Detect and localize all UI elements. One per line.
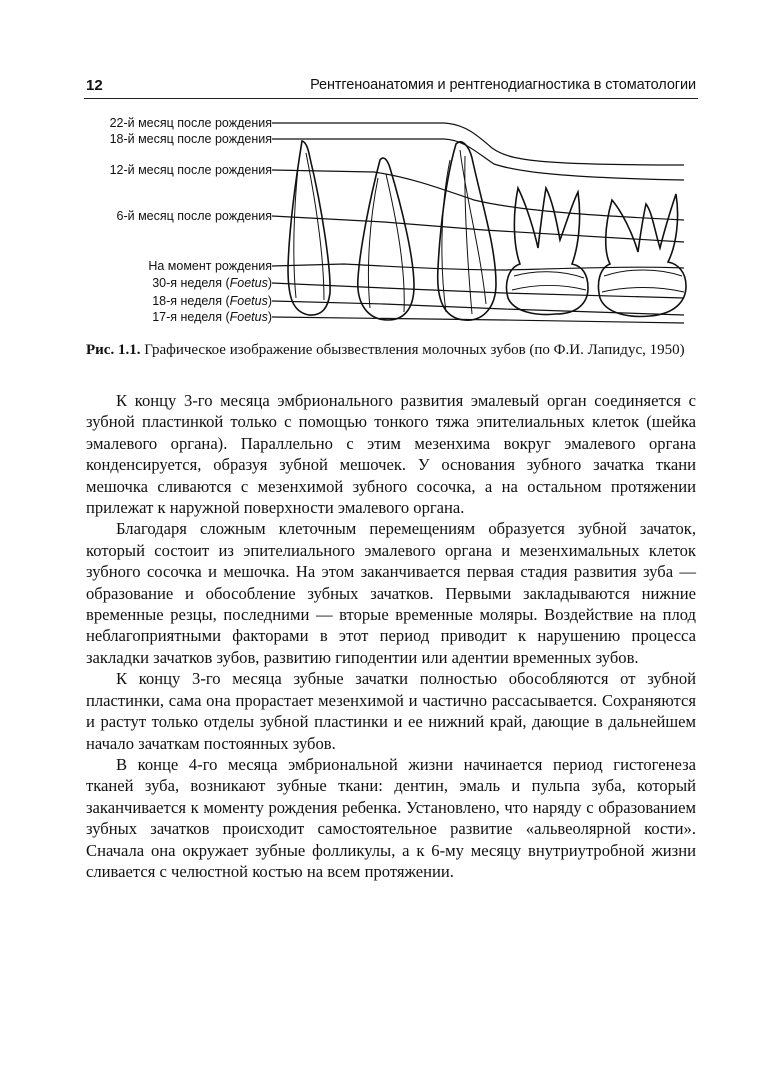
stage-label-birth: На момент рождения [148,259,272,273]
paragraph: К концу 3-го месяца зубные зачатки полностью обособляются от зубной пластинки, сама она прорастает мезенхимой и частично рассасывается. Сохраняются и растут только отделы зубной пластинки и ее нижний край, дающие в дальнейшем начало зачаткам постоянных зубов. [86,669,696,753]
paragraph: В конце 4-го месяца эмбриональной жизни начинается период гистогенеза тканей зуба, возникают зубные ткани: дентин, эмаль и пульпа зуба, который заканчивается к моменту рождения ребенка. Установлено, что наряду с образованием зубных зачатков происходит самостоятельное развитие «альвеолярной кости». Сначала она окружает зубные фолликулы, а к 6-му месяцу внутриутробной жизни сливается с челюстной костью на всем протяжении. [86,754,696,881]
stage-line-30-weeks [272,283,684,298]
calcification-diagram [84,108,704,336]
stage-label-6-months: 6-й месяц после рождения [116,209,272,223]
figure-caption [86,340,698,361]
running-title: Рентгеноанатомия и рентгенодиагностика в стоматологии [310,77,696,93]
stage-line-6-months [272,216,684,242]
central-incisor-icon [288,141,330,315]
header-divider [84,98,698,99]
lateral-incisor-icon [358,158,414,320]
body-text [86,390,696,882]
figure-caption-text: Графическое изображение обызвествления молочных зубов (по Ф.И. Лапидус, 1950) [140,342,685,358]
stage-line-12-months [272,170,684,220]
stage-label-17-weeks: 17-я неделя (Foetus) [152,310,272,324]
page-number: 12 [86,77,103,94]
stage-label-30-weeks: 30-я неделя (Foetus) [152,276,272,290]
tooth-calcification-figure [84,108,704,336]
stage-label-22-months: 22-й месяц после рождения [109,116,272,130]
paragraph: К концу 3-го месяца эмбрионального развития эмалевый орган соединяется с зубной пластинкой только с помощью тонкого тяжа эпителиальных клеток (шейка эмалевого органа). Параллельно с этим мезенхима вокруг эмалевого органа конденсируется, образуя зубной мешочек. У основания зубного зачатка ткани мешочка сливаются с мезенхимой зубного сосочка, а на остальном протяжении прилежат к наружной поверхности эмалевого органа. [86,391,696,518]
canine-icon [438,142,496,320]
stage-line-18-weeks [272,301,684,315]
stage-line-18-months [272,139,684,180]
stage-label-18-weeks: 18-я неделя (Foetus) [152,294,272,308]
stage-line-22-months [272,123,684,165]
stage-line-birth [272,264,684,270]
stage-label-18-months: 18-й месяц после рождения [109,132,272,146]
paragraph: Благодаря сложным клеточным перемещениям образуется зубной зачаток, который состоит из эпителиального эмалевого органа и мезенхимальных клеток зубного сосочка и мешочка. На этом заканчивается первая стадия развития зуба — образование и обособление зубных зачатков. Первыми закладываются нижние временные резцы, последними — вторые временные моляры. Воздействие на плод неблагоприятными факторами в этот период приводит к нарушению процесса закладки зачатков зубов, развитию гиподентии или адентии временных зубов. [86,519,696,667]
stage-label-12-months: 12-й месяц после рождения [109,163,272,177]
figure-reference: Рис. 1.1. [86,342,141,358]
